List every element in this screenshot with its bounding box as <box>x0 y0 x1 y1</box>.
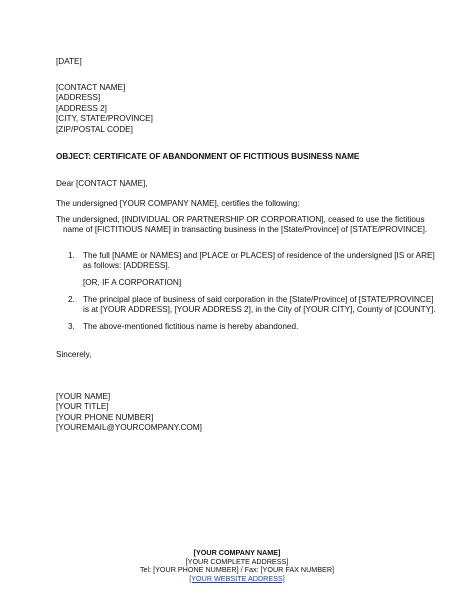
signature-block <box>56 392 426 434</box>
signature-email: [YOUREMAIL@YOURCOMPANY.COM] <box>56 423 202 433</box>
intro-paragraph <box>56 199 426 209</box>
list-item-text <box>83 251 433 272</box>
closing <box>56 350 426 360</box>
list-item-text <box>83 295 436 316</box>
footer-address: [YOUR COMPLETE ADDRESS] <box>185 556 289 566</box>
salutation <box>56 179 426 189</box>
date-text: [DATE] <box>56 57 82 66</box>
list-item-line: The full [NAME or NAMES] and [PLACE or PLACES] of residence of the undersigned [IS or ARE] <box>83 251 435 260</box>
footer-contact: Tel: [YOUR PHONE NUMBER] / Fax: [YOUR FAX NUMBER] <box>139 565 335 575</box>
list-item-line: is at [YOUR ADDRESS], [YOUR ADDRESS 2], in the City of [YOUR CITY], County of [COUNTY]. <box>83 305 436 315</box>
ceased-paragraph <box>56 215 426 236</box>
footer-company-name: [YOUR COMPANY NAME] <box>193 548 281 557</box>
recipient-city-state: [CITY, STATE/PROVINCE] <box>56 114 153 124</box>
ceased-line-2: name of [FICTITIOUS NAME] in transacting business in the [State/Province] of [STATE/PROVINCE]. <box>63 225 428 235</box>
recipient-address-line-2: [ADDRESS 2] <box>56 103 107 113</box>
intro-text: The undersigned [YOUR COMPANY NAME], certifies the following: <box>56 199 300 208</box>
list-item-number: 2. <box>68 295 75 304</box>
recipient-address-line-1: [ADDRESS] <box>56 93 101 103</box>
salutation-text: Dear [CONTACT NAME], <box>56 179 148 188</box>
object-line-text: OBJECT: CERTIFICATE OF ABANDONMENT OF FICTITIOUS BUSINESS NAME <box>56 152 360 161</box>
list-item-number: 3. <box>68 322 75 331</box>
list-item-line: The above-mentioned fictitious name is hereby abandoned. <box>83 322 299 331</box>
signature-name: [YOUR NAME] <box>56 392 111 401</box>
closing-text: Sincerely, <box>56 350 92 359</box>
letter-date <box>56 57 426 67</box>
object-line <box>56 152 426 162</box>
signature-title: [YOUR TITLE] <box>56 402 109 412</box>
list-item-text <box>83 322 433 332</box>
list-item-number: 1. <box>68 251 75 260</box>
letterhead-footer <box>0 549 474 583</box>
or-corporation-note: [OR, IF A CORPORATION] <box>83 278 182 287</box>
signature-phone: [YOUR PHONE NUMBER] <box>56 412 154 422</box>
recipient-address <box>56 83 426 135</box>
recipient-contact-name: [CONTACT NAME] <box>56 83 126 92</box>
list-item-line: as follows: [ADDRESS]. <box>83 261 170 271</box>
footer-website-link[interactable]: [YOUR WEBSITE ADDRESS] <box>189 573 285 583</box>
recipient-zip: [ZIP/POSTAL CODE] <box>56 124 133 134</box>
list-item-line: The principal place of business of said corporation in the [State/Province] of [STATE/PROVINCE] <box>83 295 434 304</box>
ceased-line-1: The undersigned, [INDIVIDUAL OR PARTNERSHIP OR CORPORATION], ceased to use the fictitious <box>56 215 425 224</box>
